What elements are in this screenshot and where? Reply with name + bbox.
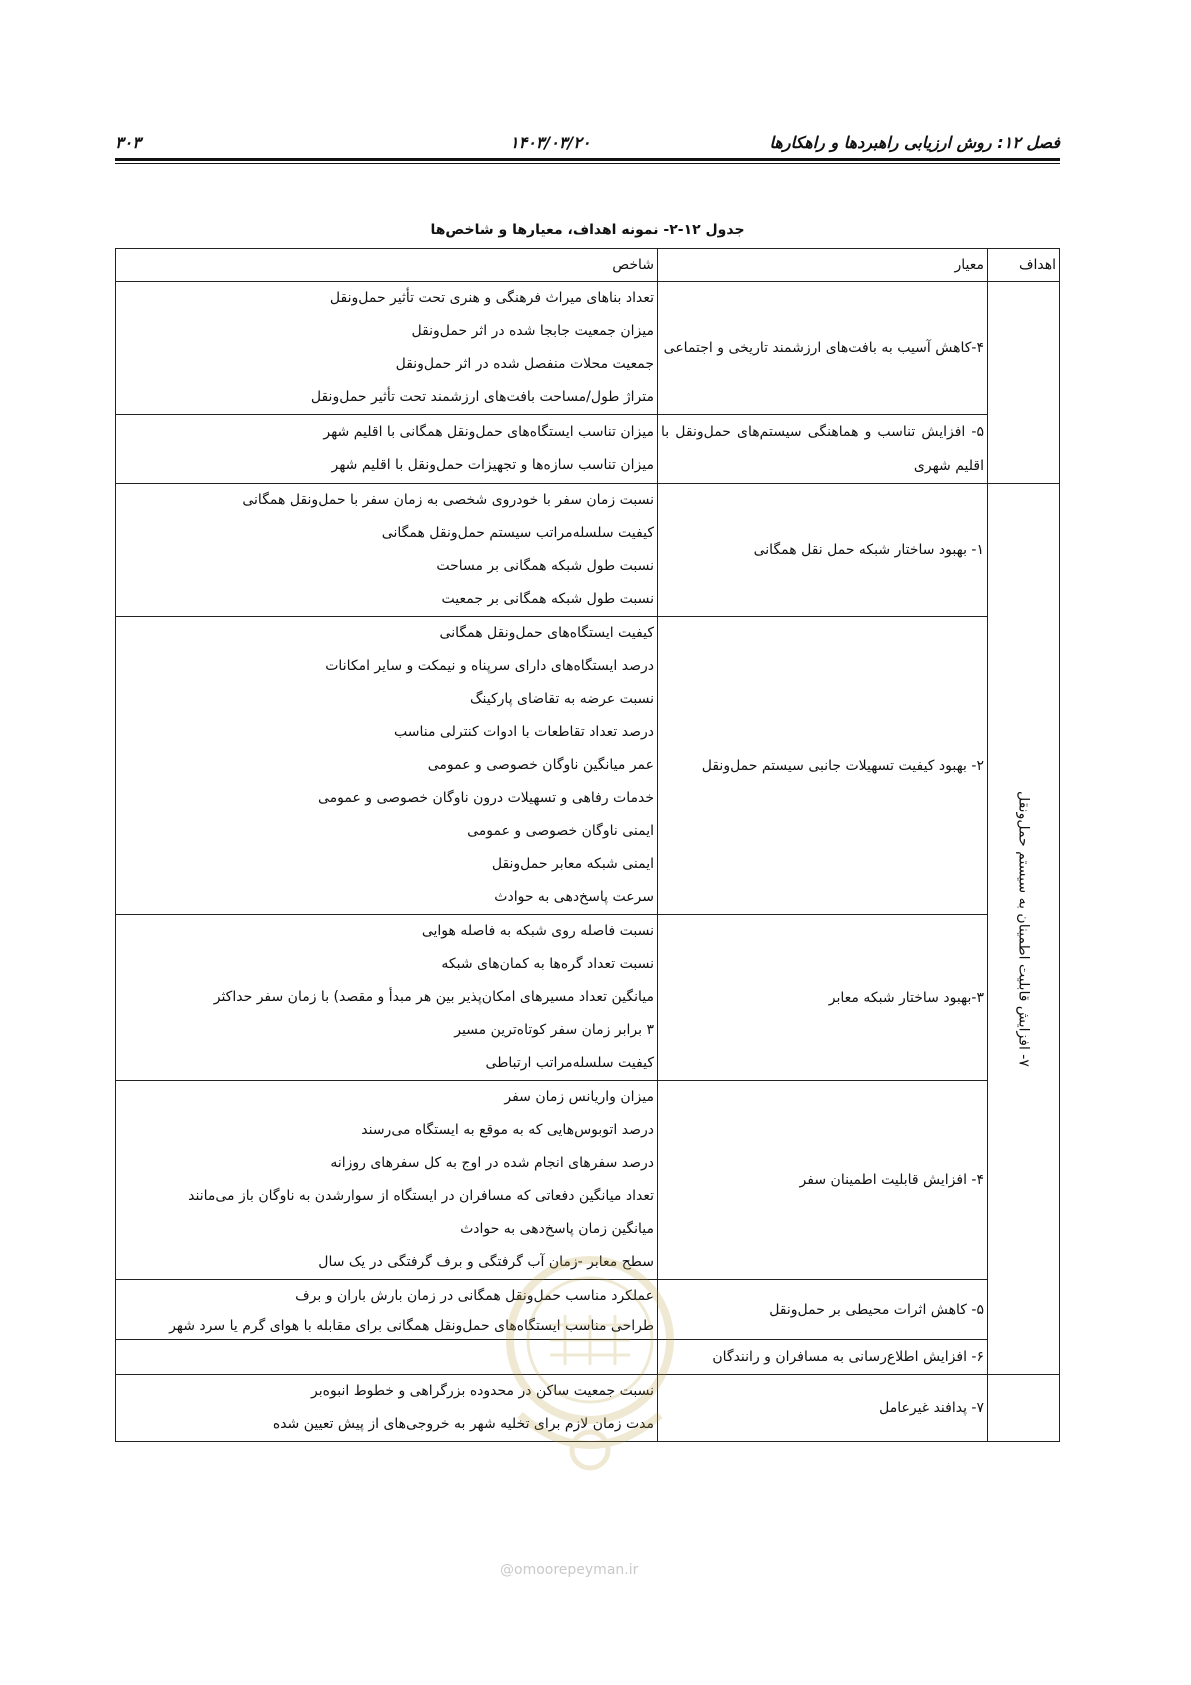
indicator-item: نسبت زمان سفر با خودروی شخصی به زمان سفر با حمل‌ونقل همگانی	[242, 492, 654, 508]
table-row	[116, 415, 1060, 484]
website-watermark: @omoorepeyman.ir	[500, 1562, 639, 1578]
criterion-cell	[658, 282, 988, 415]
document-date: ۱۴۰۳/۰۳/۲۰	[510, 133, 591, 152]
indicator-item: میزان واریانس زمان سفر	[504, 1089, 654, 1105]
criterion-cell	[658, 915, 988, 1081]
indicator-cell	[116, 415, 658, 484]
criterion-text: ۶- افزایش اطلاع‌رسانی به مسافران و رانندگان	[712, 1349, 984, 1365]
indicator-item: میزان تناسب سازه‌ها و تجهیزات حمل‌ونقل با اقلیم شهر	[331, 457, 654, 473]
chapter-title: فصل ۱۲: روش ارزیابی راهبردها و راهکارها	[769, 133, 1060, 152]
indicator-item: ایمنی ناوگان خصوصی و عمومی	[467, 823, 654, 839]
indicator-item: درصد اتوبوس‌هایی که به موقع به ایستگاه می‌رسند	[361, 1122, 654, 1138]
indicator-item: نسبت عرضه به تقاضای پارکینگ	[470, 691, 654, 707]
indicator-item: میانگین تعداد مسیرهای امکان‌پذیر بین هر مبدأ و مقصد) با زمان سفر حداکثر	[213, 989, 654, 1005]
table-row	[116, 915, 1060, 1081]
indicator-item: عمر میانگین ناوگان خصوصی و عمومی	[427, 757, 654, 773]
indicator-item: تعداد میانگین دفعاتی که مسافران در ایستگاه از سوارشدن به ناوگان باز می‌مانند	[188, 1188, 654, 1204]
indicator-item: میزان جمعیت جابجا شده در اثر حمل‌ونقل	[411, 323, 654, 339]
criterion-text: ۲- بهبود کیفیت تسهیلات جانبی سیستم حمل‌ونقل	[701, 757, 984, 774]
indicator-cell	[116, 484, 658, 617]
criterion-text: ۳-بهبود ساختار شبکه معابر	[828, 989, 984, 1006]
criterion-text: ۵- کاهش اثرات محیطی بر حمل‌ونقل	[769, 1301, 984, 1318]
indicator-item: خدمات رفاهی و تسهیلات درون ناوگان خصوصی و عمومی	[317, 790, 654, 806]
indicator-cell	[116, 915, 658, 1081]
indicator-item: نسبت طول شبکه همگانی بر مساحت	[436, 558, 654, 574]
criterion-cell	[658, 415, 988, 484]
header-criterion: معیار	[658, 249, 988, 282]
indicator-item: نسبت جمعیت ساکن در محدوده بزرگراهی و خطوط انبوه‌بر	[311, 1383, 654, 1399]
indicator-item: سطح معابر -زمان آب گرفتگی و برف گرفتگی در یک سال	[318, 1254, 654, 1270]
indicator-item: نسبت تعداد گره‌ها به کمان‌های شبکه	[441, 956, 654, 972]
table-row	[116, 484, 1060, 617]
header-rule-thick	[115, 158, 1060, 161]
table-row	[116, 617, 1060, 915]
indicator-item: تعداد بناهای میراث فرهنگی و هنری تحت تأثیر حمل‌ونقل	[329, 290, 654, 306]
header-rule-thin	[115, 163, 1060, 164]
indicator-item: کیفیت ایستگاه‌های حمل‌ونقل همگانی	[439, 625, 654, 641]
indicator-item: مدت زمان لازم برای تخلیه شهر به خروجی‌های از پیش تعیین شده	[272, 1416, 654, 1432]
header-goal: اهداف	[988, 249, 1060, 282]
criterion-cell	[658, 484, 988, 617]
table-row	[116, 282, 1060, 415]
indicator-item: نسبت طول شبکه همگانی بر جمعیت	[441, 591, 654, 607]
indicator-cell	[116, 282, 658, 415]
criterion-cell	[658, 617, 988, 915]
criterion-text: ۷- پدافند غیرعامل	[879, 1400, 984, 1416]
goal-cell-empty	[988, 282, 1060, 484]
table-caption: جدول ۱۲-۲- نمونه اهداف، معیارها و شاخص‌ها	[430, 222, 745, 238]
page-number: ۳۰۳	[115, 133, 141, 152]
criterion-cell	[658, 1081, 988, 1280]
indicator-item: میزان تناسب ایستگاه‌های حمل‌ونقل همگانی با اقلیم شهر	[323, 424, 654, 440]
criterion-cell	[658, 1280, 988, 1340]
header-indicator: شاخص	[116, 249, 658, 282]
indicator-item: میانگین زمان پاسخ‌دهی به حوادث	[460, 1221, 654, 1237]
indicator-item: کیفیت سلسله‌مراتب ارتباطی	[485, 1055, 654, 1071]
indicator-item: کیفیت سلسله‌مراتب سیستم حمل‌ونقل همگانی	[381, 525, 654, 541]
indicator-cell	[116, 617, 658, 915]
table-header-row	[116, 249, 1060, 282]
criterion-text: ۵- افزایش تناسب و هماهنگی سیستم‌های حمل‌ونقل با اقلیم شهری	[661, 424, 984, 474]
goal-text: ۷- افزایش قابلیت اطمینان به سیستم حمل‌ونقل	[1015, 791, 1032, 1067]
indicator-item: نسبت فاصله روی شبکه به فاصله هوایی	[421, 923, 654, 939]
indicator-item: سرعت پاسخ‌دهی به حوادث	[494, 889, 654, 905]
criterion-text: ۴- افزایش قابلیت اطمینان سفر	[799, 1172, 984, 1188]
page-header	[115, 128, 1060, 164]
indicator-item: ۳ برابر زمان سفر کوتاه‌ترین مسیر	[454, 1022, 654, 1038]
publisher-seal-watermark	[495, 1245, 685, 1505]
indicator-item: جمعیت محلات منفصل شده در اثر حمل‌ونقل	[395, 356, 654, 372]
criterion-cell	[658, 1375, 988, 1442]
indicator-item: درصد تعداد تقاطعات با ادوات کنترلی مناسب	[394, 724, 654, 740]
criterion-cell	[658, 1340, 988, 1375]
indicator-item: ایمنی شبکه معابر حمل‌ونقل	[491, 856, 654, 872]
indicator-item: متراژ طول/مساحت بافت‌های ارزشمند تحت تأثیر حمل‌ونقل	[310, 389, 654, 405]
goal-cell	[988, 484, 1060, 1375]
indicator-item: درصد سفرهای انجام شده در اوج به کل سفرهای روزانه	[330, 1155, 654, 1171]
indicator-item: عملکرد مناسب حمل‌ونقل همگانی در زمان بارش باران و برف	[295, 1288, 654, 1304]
criterion-text: ۱- بهبود ساختار شبکه حمل نقل همگانی	[753, 542, 984, 558]
goal-cell-empty	[988, 1375, 1060, 1442]
criterion-text: ۴-کاهش آسیب به بافت‌های ارزشمند تاریخی و اجتماعی	[663, 340, 984, 356]
indicator-item: درصد ایستگاه‌های دارای سرپناه و نیمکت و سایر امکانات	[325, 658, 654, 674]
indicator-item: طراحی مناسب ایستگاه‌های حمل‌ونقل همگانی برای مقابله با هوای گرم یا سرد شهر	[169, 1318, 654, 1334]
